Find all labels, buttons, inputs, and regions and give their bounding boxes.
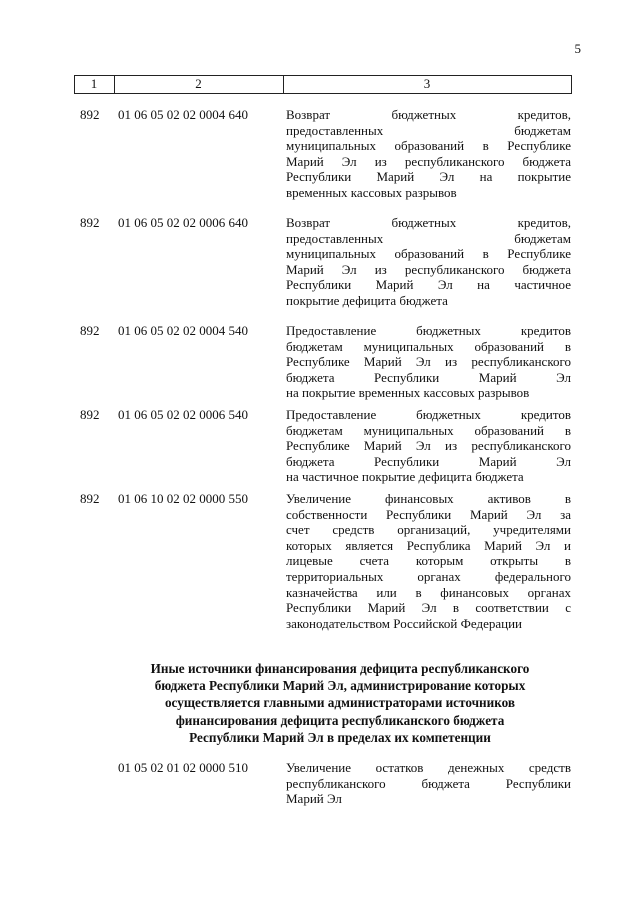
table-header	[74, 75, 572, 94]
description-line: лицевые счета которым открыты в	[286, 553, 571, 569]
source-description	[286, 491, 571, 631]
description-line: республиканского бюджета Республики	[286, 775, 571, 791]
description-line: Марий Эл из республиканского бюджета	[286, 153, 571, 169]
admin-code: 892	[80, 323, 100, 338]
admin-code: 892	[80, 491, 100, 506]
source-code: 01 06 05 02 02 0006 540	[118, 407, 248, 422]
description-line: временных кассовых разрывов	[286, 184, 457, 200]
description-line: Республике Марий Эл из республиканского	[286, 354, 571, 370]
source-code: 01 06 05 02 02 0006 640	[118, 215, 248, 230]
source-code: 01 06 10 02 02 0000 550	[118, 491, 248, 506]
source-code: 01 05 02 01 02 0000 510	[118, 760, 248, 775]
description-line: бюджета Республики Марий Эл	[286, 369, 571, 385]
header-col-3: 3	[423, 76, 431, 91]
admin-code: 892	[80, 107, 100, 122]
section-title-line: Иные источники финансирования дефицита республиканского	[150, 661, 530, 676]
source-code: 01 06 05 02 02 0004 640	[118, 107, 248, 122]
admin-code: 892	[80, 407, 100, 422]
description-line: Республики Марий Эл на покрытие	[286, 169, 571, 185]
source-description	[286, 760, 571, 807]
source-description	[286, 215, 571, 309]
description-line: законодательством Российской Федерации	[286, 615, 522, 631]
description-line: предоставленных бюджетам	[286, 122, 571, 138]
description-line: на частичное покрытие дефицита бюджета	[286, 469, 524, 485]
description-line: Марий Эл	[286, 791, 342, 807]
description-line: покрытие дефицита бюджета	[286, 292, 448, 308]
header-col-2: 2	[195, 76, 202, 91]
description-line: которых является Республика Марий Эл и	[286, 537, 571, 553]
section-title-line: финансирования дефицита республиканского бюджета	[175, 712, 505, 728]
description-line: Увеличение финансовых активов в	[286, 491, 571, 506]
description-line: казначейства или в финансовых органах	[286, 584, 571, 600]
description-line: муниципальных образований в Республике	[286, 138, 571, 154]
source-description	[286, 323, 571, 401]
source-code: 01 06 05 02 02 0004 540	[118, 323, 248, 338]
description-line: на покрытие временных кассовых разрывов	[286, 385, 530, 401]
description-line: Республики Марий Эл в соответствии с	[286, 600, 571, 616]
description-line: Увеличение остатков денежных средств	[286, 760, 571, 775]
admin-code: 892	[80, 215, 100, 230]
description-line: Возврат бюджетных кредитов,	[286, 215, 571, 230]
description-line: бюджетам муниципальных образований в	[286, 338, 571, 354]
section-title	[110, 660, 570, 746]
description-line: Предоставление бюджетных кредитов	[286, 407, 571, 422]
header-col-1: 1	[90, 76, 98, 91]
description-line: Марий Эл из республиканского бюджета	[286, 261, 571, 277]
description-line: счет средств организаций, учредителями	[286, 522, 571, 538]
section-title-line: бюджета Республики Марий Эл, администрирование которых	[154, 678, 526, 694]
source-description	[286, 107, 571, 201]
source-description	[286, 407, 571, 485]
description-line: муниципальных образований в Республике	[286, 246, 571, 262]
description-line: собственности Республики Марий Эл за	[286, 506, 571, 522]
description-line: Республики Марий Эл на частичное	[286, 277, 571, 293]
section-title-line: Республики Марий Эл в пределах их компетенции	[189, 729, 491, 745]
header-bottom-rule	[74, 93, 572, 94]
description-line: территориальных органах федерального	[286, 568, 571, 584]
header-divider	[571, 75, 572, 94]
description-line: Предоставление бюджетных кредитов	[286, 323, 571, 338]
description-line: предоставленных бюджетам	[286, 230, 571, 246]
section-title-line: осуществляется главными администраторами источников	[164, 695, 516, 711]
page-number: 5	[574, 41, 581, 56]
description-line: Возврат бюджетных кредитов,	[286, 107, 571, 122]
description-line: Республике Марий Эл из республиканского	[286, 438, 571, 454]
description-line: бюджетам муниципальных образований в	[286, 422, 571, 438]
description-line: бюджета Республики Марий Эл	[286, 453, 571, 469]
